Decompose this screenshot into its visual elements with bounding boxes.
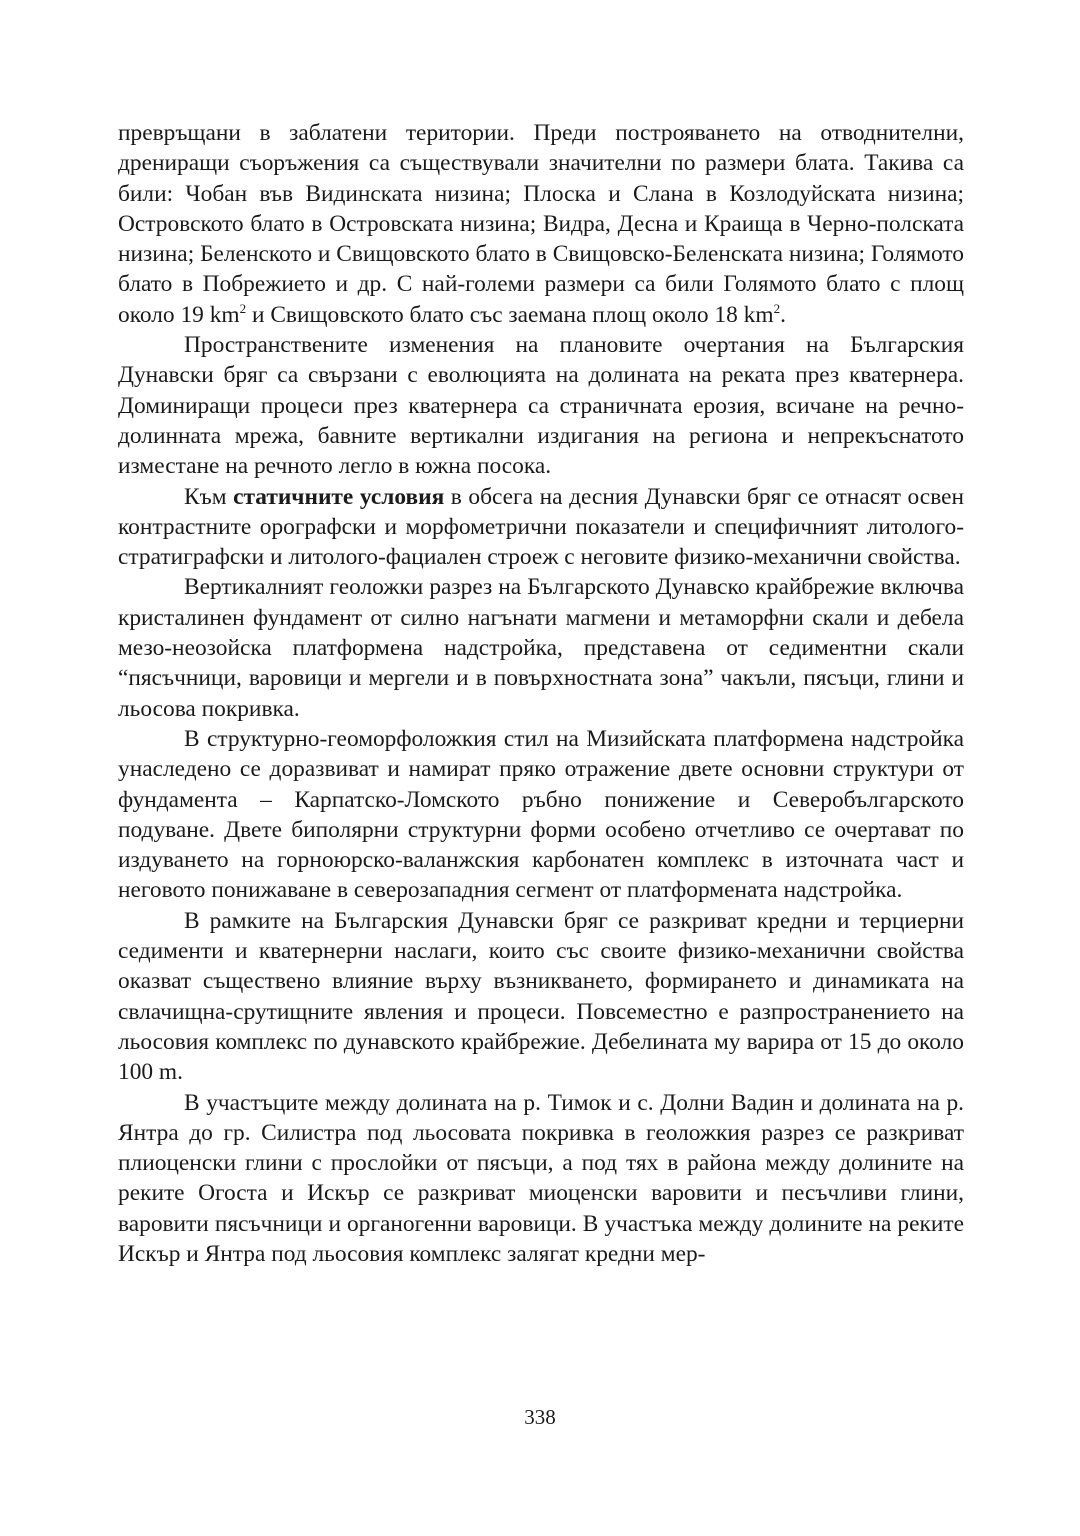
paragraph-7: В участъците между долината на р. Тимок и с. Долни Вадин и долината на р. Янтра до гр. Силистра под льосовата покривка в геоложкия разрез се разкриват плиоценски глини с прослойки от пясъци, а под тях в района между долините на реките Огоста и Искър се разкриват миоценски варовити и песъчливи глини, варовити пясъчници и органогенни варовици. В участъка между долините на реките Искър и Янтра под льосовия комплекс залягат кредни мер- xyxy=(118,1089,964,1267)
paragraph-4: Вертикалният геоложки разрез на Българското Дунавско крайбрежие включва кристалинен фундамент от силно нагънати магмени и метаморфни скали и дебела мезо-неозойска платформена надстройка, представена от седиментни скали “пясъчници, варовици и мергели и в повърхностната зона” чакъли, пясъци, глини и льосова покривка. xyxy=(118,574,964,722)
superscript-square: 2 xyxy=(773,300,781,316)
paragraph-1-text-b: и Свищовското блато със заемана площ около 18 km xyxy=(246,301,774,328)
superscript-square: 2 xyxy=(239,300,247,316)
paragraph-3 xyxy=(118,482,964,573)
paragraph-5: В структурно-геоморфоложкия стил на Мизийската платформена надстройка унаследено се доразвиват и намират пряко отражение двете основни структури от фундамента – Карпатско-Ломското ръбно понижение и Северобългарското подуване. Двете биполярни структурни форми особено отчетливо се очертават по издуването на горноюрско-валанжския карбонатен комплекс в източната част и неговото понижаване в северозападния сегмент от платформената надстройка. xyxy=(118,725,964,904)
paragraph-1-text-c: . xyxy=(780,301,786,328)
paragraph-2: Пространствените изменения на плановите очертания на Българския Дунавски бряг са свързани с еволюцията на долината на реката през кватернера. Доминиращи процеси през кватернера са страничната ерозия, всичане на речно-долинната мрежа, бавните вертикални издигания на региона и непрекъснатото изместане на речното легло в южна посока. xyxy=(118,332,964,480)
bold-term: статичните условия xyxy=(233,483,445,510)
paragraph-6: В рамките на Българския Дунавски бряг се разкриват кредни и терциерни седименти и кватернерни наслаги, които със своите физико-механични свойства оказват съществено влияние върху възникването, формирането и динамиката на свлачищна-срутищните явления и процеси. Повсеместно е разпространението на льосовия комплекс по дунавското крайбрежие. Дебелината му варира от 15 до около 100 m. xyxy=(118,907,964,1086)
paragraph-1-text-a: превръщани в заблатени територии. Преди построяването на отводнителни, дрениращи съоръжения са съществували значителни по размери блата. Такива са били: Чобан във Видинската низина; Плоска и Слана в Козлодуйската низина; Островското блато в Островската низина; Видра, Десна и Краища в Черно-полската низина; Беленското и Свищовското блато в Свищовско-Беленската низина; Голямото блато в Побрежието и др. С най-големи размери са били Голямото блато с площ около 19 km xyxy=(118,120,964,328)
paragraph-3-text-after: в обсега на десния Дунавски бряг се отнасят освен контрастните орографски и морфометрични показатели и специфичният литолого-стратиграфски и литолого-фациален строеж с неговите физико-механични свойства. xyxy=(118,483,964,571)
page-body xyxy=(118,118,964,1269)
page-number: 338 xyxy=(524,1405,556,1429)
paragraph-1 xyxy=(118,118,964,330)
paragraph-3-text-before: Към xyxy=(184,483,234,510)
